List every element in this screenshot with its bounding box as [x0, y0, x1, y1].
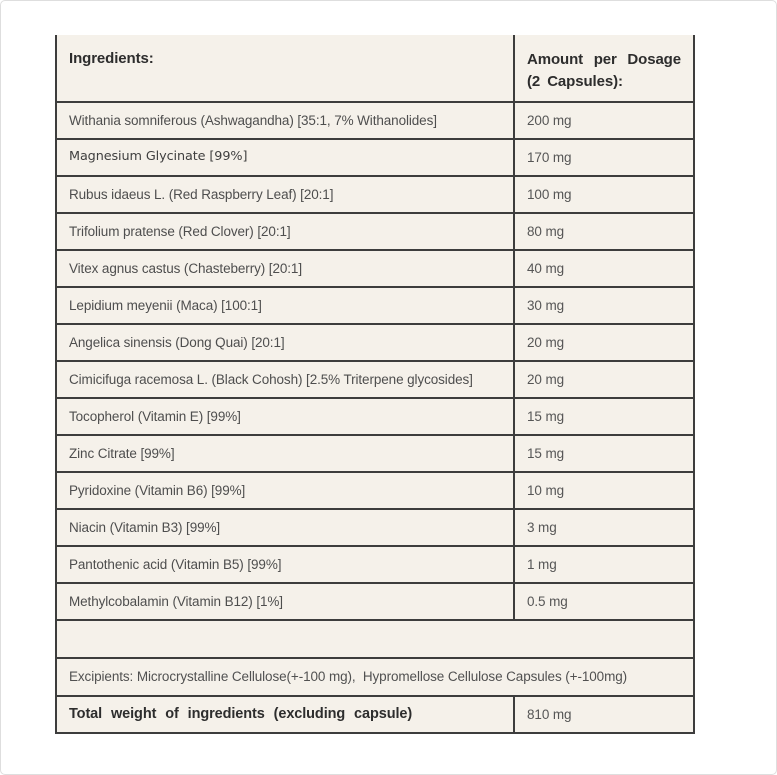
table-row [57, 288, 693, 325]
ingredient-name: Lepidium meyenii (Maca) [100:1] [57, 288, 515, 323]
ingredient-amount: 3 mg [527, 519, 557, 535]
table-row [57, 103, 693, 140]
ingredient-name: Trifolium pratense (Red Clover) [20:1] [57, 214, 515, 249]
ingredient-amount: 15 mg [527, 408, 565, 424]
table-header-row [57, 35, 693, 103]
table-row [57, 214, 693, 251]
ingredient-amount: 40 mg [527, 260, 565, 276]
ingredient-amount: 10 mg [527, 482, 565, 498]
table-row [57, 362, 693, 399]
column-header-ingredients: Ingredients: [57, 35, 515, 101]
table-row [57, 473, 693, 510]
ingredient-amount: 80 mg [527, 223, 565, 239]
ingredient-amount: 0.5 mg [527, 593, 568, 609]
ingredient-name: Niacin (Vitamin B3) [99%] [57, 510, 515, 545]
ingredient-name: Magnesium Glycinate [99%] [57, 140, 515, 175]
table-row [57, 547, 693, 584]
ingredient-amount: 15 mg [527, 445, 565, 461]
spacer-row [57, 621, 693, 659]
ingredient-name: Pyridoxine (Vitamin B6) [99%] [57, 473, 515, 508]
column-header-amount: Amount per Dosage (2 Capsules): [527, 51, 681, 90]
ingredient-amount: 200 mg [527, 112, 572, 128]
ingredient-amount: 100 mg [527, 186, 572, 202]
spacer-cell [57, 621, 693, 657]
ingredient-amount: 1 mg [527, 556, 557, 572]
total-label: Total weight of ingredients (excluding capsule) [57, 697, 515, 732]
ingredient-name: Angelica sinensis (Dong Quai) [20:1] [57, 325, 515, 360]
table-row [57, 177, 693, 214]
ingredient-name: Methylcobalamin (Vitamin B12) [1%] [57, 584, 515, 619]
ingredient-amount: 170 mg [527, 149, 572, 165]
table-row [57, 251, 693, 288]
ingredient-name: Pantothenic acid (Vitamin B5) [99%] [57, 547, 515, 582]
ingredient-name: Tocopherol (Vitamin E) [99%] [57, 399, 515, 434]
ingredient-name: Zinc Citrate [99%] [57, 436, 515, 471]
total-row [57, 697, 693, 734]
ingredient-name: Vitex agnus castus (Chasteberry) [20:1] [57, 251, 515, 286]
table-row [57, 584, 693, 621]
ingredient-name: Cimicifuga racemosa L. (Black Cohosh) [2.5% Triterpene glycosides] [57, 362, 515, 397]
table-row [57, 510, 693, 547]
ingredient-amount: 20 mg [527, 371, 565, 387]
total-amount: 810 mg [527, 706, 572, 722]
excipients-row [57, 659, 693, 697]
ingredient-name: Withania somniferous (Ashwagandha) [35:1, 7% Withanolides] [57, 103, 515, 138]
ingredient-amount: 30 mg [527, 297, 565, 313]
table-row [57, 140, 693, 177]
table-row [57, 325, 693, 362]
table-row [57, 399, 693, 436]
table-row [57, 436, 693, 473]
excipients-text: Excipients: Microcrystalline Cellulose(+-100 mg), Hypromellose Cellulose Capsules (+-100mg) [69, 669, 628, 685]
ingredient-name: Rubus idaeus L. (Red Raspberry Leaf) [20:1] [57, 177, 515, 212]
ingredient-amount: 20 mg [527, 334, 565, 350]
ingredients-table [55, 35, 695, 734]
